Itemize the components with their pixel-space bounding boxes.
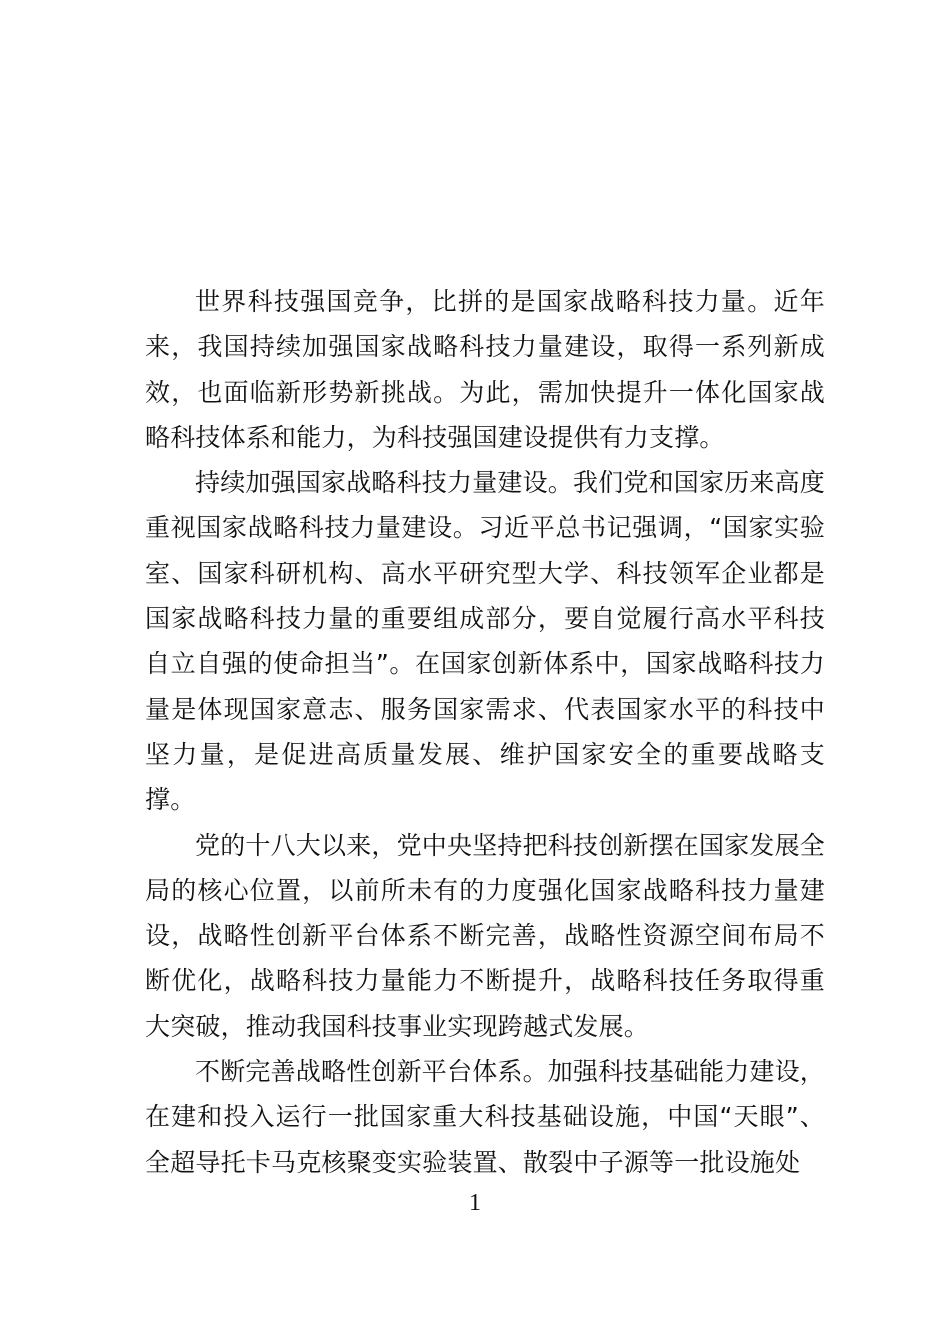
page-number: 1 — [469, 1190, 481, 1216]
paragraph-intro: 世界科技强国竞争，比拼的是国家战略科技力量。近年来，我国持续加强国家战略科技力量建设，取得一系列新成效，也面临新形势新挑战。为此，需加快提升一体化国家战略科技体系和能力，为科技强国建设提供有力支撑。 — [145, 287, 825, 452]
paragraph-strengthen-forces: 持续加强国家战略科技力量建设。我们党和国家历来高度重视国家战略科技力量建设。习近平总书记强调，“国家实验室、国家科研机构、高水平研究型大学、科技领军企业都是国家战略科技力量的重要组成部分，要自觉履行高水平科技自立自强的使命担当”。在国家创新体系中，国家战略科技力量是体现国家意志、服务国家需求、代表国家水平的科技中坚力量，是促进高质量发展、维护国家安全的重要战略支撑。 — [145, 468, 826, 815]
paragraph-since-18th-congress: 党的十八大以来，党中央坚持把科技创新摆在国家发展全局的核心位置，以前所未有的力度强化国家战略科技力量建设，战略性创新平台体系不断完善，战略性资源空间布局不断优化，战略科技力量能力不断提升，战略科技任务取得重大突破，推动我国科技事业实现跨越式发展。 — [145, 830, 826, 1041]
document-body — [145, 279, 825, 1185]
paragraph-innovation-platforms: 不断完善战略性创新平台体系。加强科技基础能力建设，在建和投入运行一批国家重大科技基础设施，中国“天眼”、全超导托卡马克核聚变实验装置、散裂中子源等一批设施处 — [145, 1057, 826, 1177]
